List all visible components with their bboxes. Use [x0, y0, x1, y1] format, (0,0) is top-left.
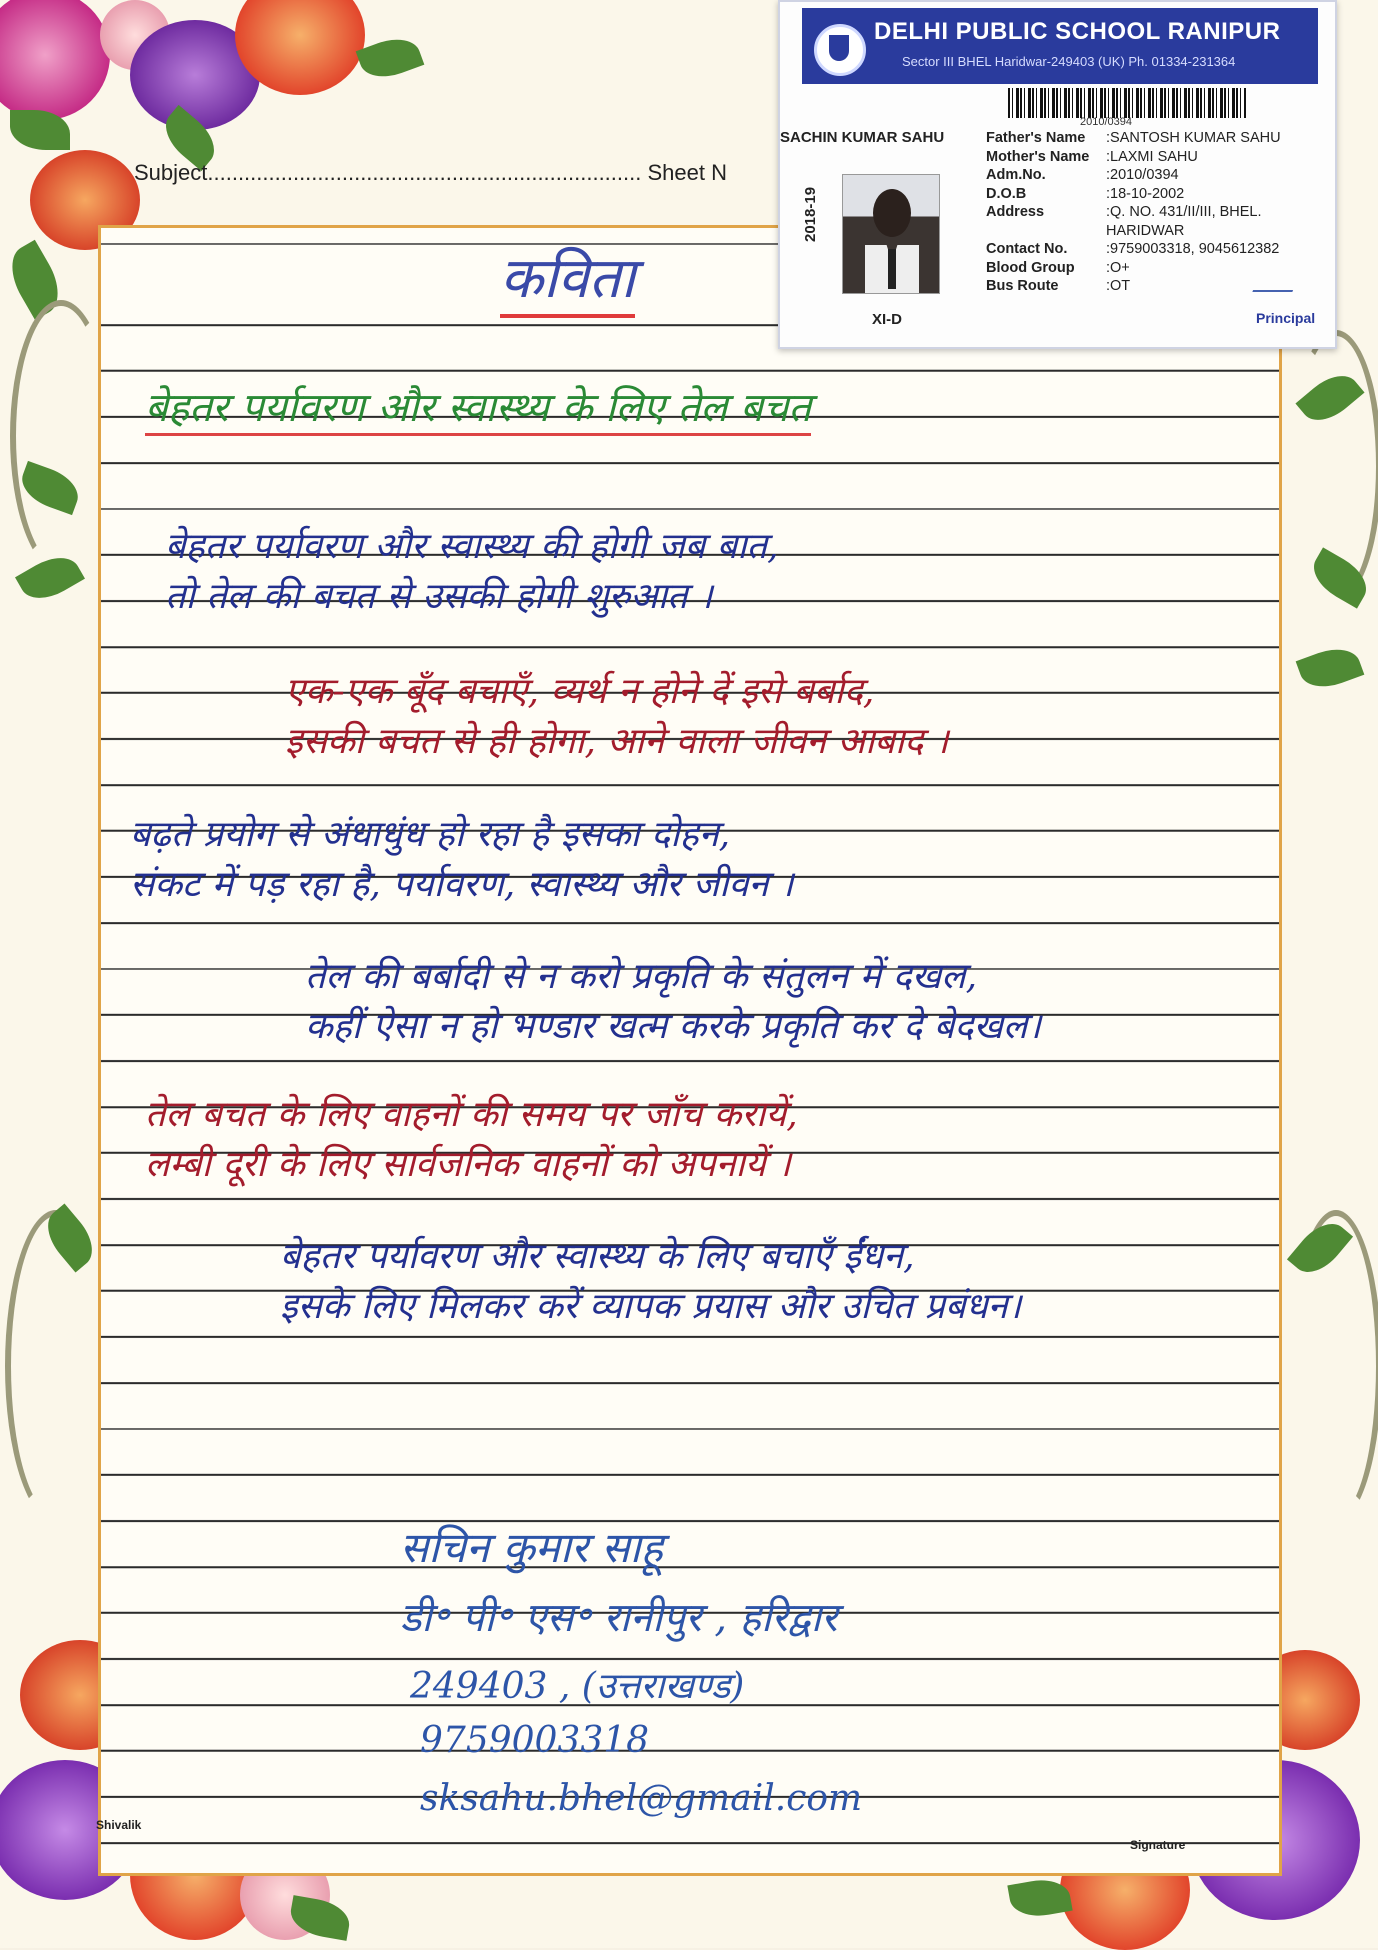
id-field-key: Adm.No.	[986, 167, 1046, 183]
school-logo-icon	[814, 24, 866, 76]
id-field-row	[986, 222, 1336, 241]
poem-line: एक-एक बूँद बचाएँ, व्यर्थ न होने दें इसे बर्बाद,	[285, 671, 875, 712]
id-field-key: Blood Group	[986, 259, 1075, 276]
id-field-value: :9759003318, 9045612382	[1106, 241, 1280, 257]
principal-label: Principal	[1256, 310, 1316, 326]
poem-title: बेहतर पर्यावरण और स्वास्थ्य के लिए तेल बचत	[145, 378, 811, 436]
id-field-value: :Q. NO. 431/II/III, BHEL.	[1106, 204, 1262, 220]
id-field-value: :LAXMI SAHU	[1106, 148, 1198, 165]
poem-heading: कविता	[500, 238, 635, 318]
student-photo	[842, 174, 940, 294]
poem-line: संकट में पड़ रहा है, पर्यावरण, स्वास्थ्य और जीवन ।	[130, 864, 794, 905]
sheet-number-label: Sheet N	[647, 160, 727, 185]
student-name: SACHIN KUMAR SAHU	[780, 129, 945, 146]
author-email: sksahu.bhel@gmail.com	[420, 1778, 863, 1819]
poem-line: बढ़ते प्रयोग से अंधाधुंध हो रहा है इसका दोहन,	[130, 814, 731, 855]
notebook-brand: Shivalik	[96, 1818, 142, 1832]
poem-line: इसकी बचत से ही होगा, आने वाला जीवन आबाद ।	[285, 721, 949, 762]
id-field-row	[986, 203, 1336, 222]
poem-line: कहीं ऐसा न हो भण्डार खत्म करके प्रकृति कर दे बेदखल।	[305, 1006, 1041, 1047]
barcode-icon	[1008, 88, 1246, 118]
subject-label: Subject.......................................................................	[134, 160, 642, 185]
id-field-key: D.O.B	[986, 185, 1027, 202]
subject-line	[134, 160, 727, 186]
student-id-card	[778, 0, 1337, 349]
id-field-value: HARIDWAR	[1106, 222, 1185, 239]
poem-line: बेहतर पर्यावरण और स्वास्थ्य के लिए बचाएँ ईंधन,	[280, 1236, 915, 1277]
id-card-header	[802, 8, 1318, 84]
id-field-row	[986, 240, 1336, 259]
id-field-row	[986, 166, 1336, 185]
class-section: XI-D	[872, 311, 902, 328]
poem-line: इसके लिए मिलकर करें व्यापक प्रयास और उचित प्रबंधन।	[280, 1286, 1022, 1327]
id-field-key: Contact No.	[986, 241, 1068, 257]
id-field-key: Mother's Name	[986, 148, 1090, 165]
poem-line: लम्बी दूरी के लिए सार्वजनिक वाहनों को अपनायें ।	[145, 1144, 791, 1185]
id-field-value: :2010/0394	[1106, 167, 1179, 183]
id-field-value: :18-10-2002	[1106, 185, 1185, 202]
id-field-key: Address	[986, 204, 1045, 220]
poem-line: तेल बचत के लिए वाहनों की समय पर जाँच करायें,	[145, 1094, 798, 1135]
author-school: डी॰ पी॰ एस॰ रानीपुर , हरिद्वार	[400, 1595, 838, 1641]
principal-signature	[1252, 272, 1299, 292]
poem-line: तेल की बर्बादी से न करो प्रकृति के संतुलन में दखल,	[305, 956, 978, 997]
barcode-number: 2010/0394	[1080, 116, 1132, 128]
school-address: Sector III BHEL Haridwar-249403 (UK) Ph. 01334-231364	[902, 54, 1236, 69]
id-field-key	[986, 222, 1106, 241]
author-name: सचिन कुमार साहू	[400, 1523, 663, 1572]
id-field-value: :SANTOSH KUMAR SAHU	[1106, 130, 1281, 146]
id-card-fields	[986, 129, 1336, 296]
id-field-value: :OT	[1106, 278, 1131, 294]
author-pin: 249403 , (उत्तराखण्ड)	[410, 1666, 745, 1707]
id-field-row	[986, 148, 1336, 167]
school-name: DELHI PUBLIC SCHOOL RANIPUR	[874, 18, 1281, 45]
signature-label: Signature	[1130, 1838, 1186, 1852]
id-field-key: Father's Name	[986, 130, 1086, 146]
id-field-row	[986, 129, 1336, 148]
author-phone: 9759003318	[420, 1720, 650, 1761]
id-field-value: :O+	[1106, 259, 1130, 276]
id-field-row	[986, 185, 1336, 204]
session-year: 2018-19	[802, 186, 819, 242]
id-field-key: Bus Route	[986, 278, 1059, 294]
poem-line: तो तेल की बचत से उसकी होगी शुरुआत ।	[165, 576, 713, 617]
poem-line: बेहतर पर्यावरण और स्वास्थ्य की होगी जब बात,	[165, 526, 779, 567]
